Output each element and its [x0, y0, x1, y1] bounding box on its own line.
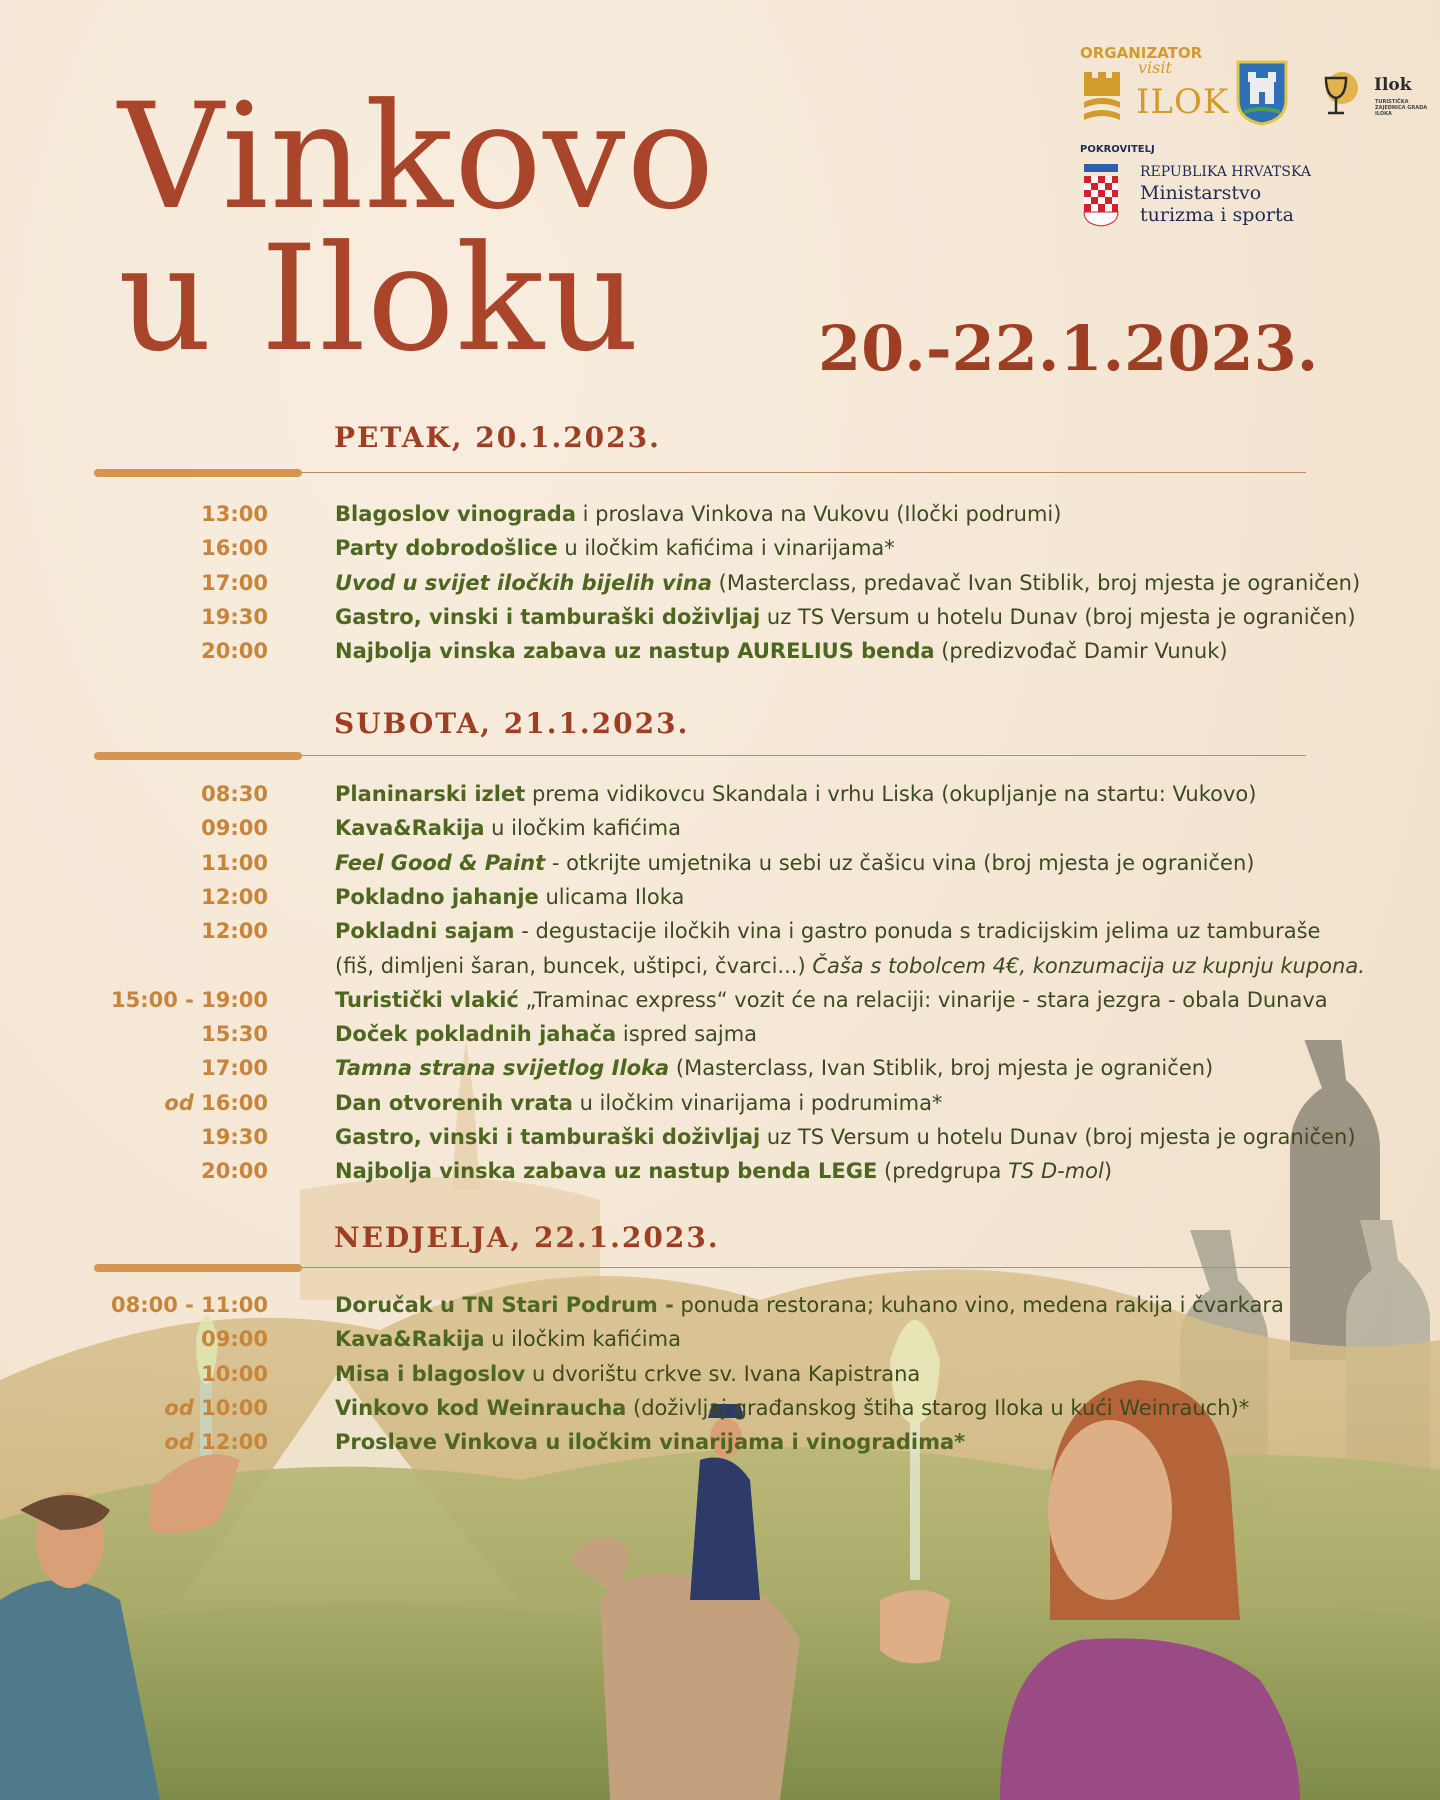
schedule-row	[0, 949, 1440, 983]
event-time	[164, 1391, 268, 1425]
tz-subtitle: TURISTIČKA ZAJEDNICA GRADA ILOKA	[1375, 99, 1428, 117]
time-value: 20:00	[201, 639, 268, 664]
event-text: ulicama Iloka	[538, 884, 685, 909]
schedule-row	[0, 1391, 1440, 1425]
event-text: „Traminac express“ vozit će na relaciji: vinarije - stara jezgra - obala Dunava	[518, 987, 1328, 1012]
event-description	[335, 914, 1320, 948]
day-title: PETAK, 20.1.2023.	[334, 421, 661, 454]
event-text: u iločkim kafićima	[484, 1327, 681, 1352]
event-time	[201, 634, 268, 668]
event-time	[201, 777, 268, 811]
event-time	[201, 1120, 268, 1154]
event-text: (fiš, dimljeni šaran, buncek, uštipci, čvarci...)	[335, 953, 813, 978]
event-time	[111, 1288, 268, 1322]
event-name-italic: Feel Good & Paint	[335, 850, 546, 875]
schedule-row	[0, 1357, 1440, 1391]
ministry-line-2: Ministarstvo	[1140, 182, 1262, 204]
event-name: Misa i blagoslov	[335, 1361, 526, 1386]
time-prefix: od	[164, 1395, 194, 1420]
time-value: 12:00	[201, 919, 268, 944]
tz-wine-glass-icon	[1318, 70, 1360, 118]
time-value: 19:30	[201, 604, 268, 629]
date-range: 20.-22.1.2023.	[818, 312, 1319, 385]
event-text: ponuda restorana; kuhano vino, medena rakija i čvarkara	[673, 1293, 1284, 1317]
event-time	[164, 1425, 268, 1459]
time-value: 16:00	[201, 536, 268, 561]
time-value: 10:00	[201, 1361, 268, 1386]
schedule-row	[0, 846, 1440, 880]
event-name: Dan otvorenih vrata	[335, 1090, 573, 1115]
event-description	[335, 566, 1360, 600]
event-name-italic: Uvod u svijet iločkih bijelih vina	[335, 570, 712, 595]
event-time	[201, 497, 268, 531]
event-name: Turistički vlakić	[335, 987, 519, 1012]
event-description	[335, 1120, 1356, 1154]
event-time	[111, 983, 268, 1017]
time-value: 17:00	[201, 570, 268, 595]
event-text: (Masterclass, predavač Ivan Stiblik, broj mjesta je ograničen)	[712, 570, 1361, 595]
event-name: Planinarski izlet	[335, 782, 526, 806]
event-text: - otkrijte umjetnika u sebi uz čašicu vina (broj mjesta je ograničen)	[545, 850, 1255, 875]
event-description	[335, 1086, 942, 1120]
time-value: 08:00 - 11:00	[110, 1293, 268, 1317]
event-time	[201, 880, 268, 914]
schedule-row	[0, 1425, 1440, 1459]
time-value: 17:00	[201, 1056, 268, 1081]
ilok-coat-of-arms-icon	[1236, 60, 1288, 126]
time-value: 12:00	[193, 1430, 268, 1455]
event-time	[164, 1086, 268, 1120]
event-description	[335, 531, 895, 565]
event-name: Kava&Rakija	[335, 1327, 485, 1352]
event-description	[335, 1017, 757, 1051]
event-title-line-1: Vinkovo	[118, 72, 716, 242]
event-description	[335, 1288, 1284, 1322]
event-description	[335, 634, 1228, 668]
event-description	[335, 1322, 681, 1356]
event-name: Najbolja vinska zabava uz nastup AURELIUS benda	[335, 639, 935, 664]
event-description	[335, 1357, 920, 1391]
event-text: i proslava Vinkova na Vukovu (Iločki podrumi)	[576, 502, 1062, 526]
time-value: 19:30	[201, 1125, 268, 1149]
event-title-line-2: u Iloku	[118, 214, 641, 384]
event-name: Pokladno jahanje	[335, 884, 539, 909]
schedule-row	[0, 1322, 1440, 1356]
event-time	[201, 1322, 268, 1356]
schedule-row	[0, 914, 1440, 948]
event-name: Gastro, vinski i tamburaški doživljaj	[335, 1125, 761, 1149]
event-description	[335, 811, 681, 845]
schedule-row	[0, 600, 1440, 634]
event-name: Doček pokladnih jahača	[335, 1022, 617, 1047]
event-text: prema vidikovcu Skandala i vrhu Liska (okupljanje na startu: Vukovo)	[525, 782, 1257, 806]
event-description-continued	[335, 949, 1365, 983]
ministry-line-3: turizma i sporta	[1140, 204, 1294, 226]
event-text: (doživljaj građanskog štiha starog Iloka u kući Weinrauch)*	[626, 1395, 1250, 1420]
time-value: 09:00	[201, 1327, 268, 1352]
event-name: Doručak u TN Stari Podrum -	[335, 1293, 674, 1317]
event-text: ispred sajma	[616, 1022, 758, 1047]
schedule-row	[0, 811, 1440, 845]
day-title: SUBOTA, 21.1.2023.	[334, 707, 690, 740]
schedule-row	[0, 1086, 1440, 1120]
time-value: 10:00	[193, 1395, 268, 1420]
time-prefix: od	[164, 1430, 194, 1455]
schedule-row	[0, 531, 1440, 565]
event-text: uz TS Versum u hotelu Dunav (broj mjesta je ograničen)	[760, 1125, 1356, 1149]
event-description	[335, 1391, 1249, 1425]
section-divider-accent	[94, 1264, 302, 1272]
event-name: Pokladni sajam	[335, 919, 515, 944]
schedule-row	[0, 497, 1440, 531]
event-name: Proslave Vinkova u iločkim vinarijama i vinogradima*	[335, 1430, 966, 1455]
event-name-italic: Tamna strana svijetlog Iloka	[335, 1056, 670, 1081]
event-name: Najbolja vinska zabava uz nastup benda LEGE	[335, 1159, 878, 1184]
event-time	[201, 1051, 268, 1085]
time-value: 09:00	[201, 816, 268, 841]
day-title: NEDJELJA, 22.1.2023.	[334, 1221, 720, 1254]
event-description	[335, 497, 1061, 531]
event-description	[335, 600, 1356, 634]
schedule-row	[0, 1017, 1440, 1051]
event-note: Čaša s tobolcem 4€, konzumacija uz kupnju kupona.	[812, 953, 1365, 978]
event-description	[335, 846, 1254, 880]
event-time	[201, 846, 268, 880]
event-time	[201, 811, 268, 845]
event-description	[335, 777, 1256, 811]
event-description	[335, 880, 684, 914]
event-text: - degustacije iločkih vina i gastro ponuda s tradicijskim jelima uz tamburaše	[514, 919, 1321, 944]
event-name: Gastro, vinski i tamburaški doživljaj	[335, 604, 761, 629]
event-text: u iločkim kafićima i vinarijama*	[557, 536, 895, 561]
time-value: 11:00	[201, 850, 268, 875]
section-divider-accent	[94, 752, 302, 760]
time-value: 15:00 - 19:00	[110, 987, 268, 1012]
time-value: 12:00	[201, 884, 268, 909]
schedule-row	[0, 1154, 1440, 1188]
event-name: Vinkovo kod Weinraucha	[335, 1395, 627, 1420]
event-time	[201, 1017, 268, 1051]
organizer-label: ORGANIZATOR	[1080, 44, 1203, 62]
time-value: 16:00	[193, 1090, 268, 1115]
event-time	[201, 566, 268, 600]
sponsor-label: POKROVITELJ	[1080, 144, 1155, 155]
ministry-line-1: REPUBLIKA HRVATSKA	[1140, 164, 1311, 180]
event-text-italic: TS D-mol	[1008, 1159, 1104, 1184]
time-value: 08:30	[201, 782, 268, 806]
ilok-word: ILOK	[1136, 82, 1230, 122]
event-name: Kava&Rakija	[335, 816, 485, 841]
event-time	[201, 600, 268, 634]
event-text: uz TS Versum u hotelu Dunav (broj mjesta je ograničen)	[760, 604, 1356, 629]
event-name	[335, 571, 712, 595]
event-text: u dvorištu crkve sv. Ivana Kapistrana	[525, 1361, 921, 1386]
event-description	[335, 1154, 1112, 1188]
visit-word: visit	[1138, 58, 1172, 77]
croatian-coat-of-arms-icon	[1082, 162, 1120, 228]
schedule-row	[0, 1051, 1440, 1085]
event-time	[201, 1357, 268, 1391]
time-prefix: od	[164, 1090, 194, 1115]
event-text: u iločkim vinarijama i podrumima*	[572, 1090, 943, 1115]
event-text: u iločkim kafićima	[484, 816, 681, 841]
event-name	[335, 851, 545, 875]
time-value: 15:30	[201, 1022, 268, 1047]
event-time	[201, 531, 268, 565]
event-name: Party dobrodošlice	[335, 536, 558, 561]
schedule-row	[0, 983, 1440, 1017]
section-divider-accent	[94, 469, 302, 477]
time-value: 20:00	[201, 1159, 268, 1184]
event-time	[201, 1154, 268, 1188]
event-name	[335, 1056, 669, 1080]
tz-name: Ilok	[1374, 75, 1412, 95]
event-description	[335, 1051, 1213, 1085]
schedule-row	[0, 634, 1440, 668]
event-text: )	[1103, 1159, 1113, 1184]
schedule-row	[0, 1120, 1440, 1154]
event-text: (predizvođač Damir Vunuk)	[934, 639, 1228, 664]
schedule-row	[0, 777, 1440, 811]
event-description	[335, 1425, 965, 1459]
event-text: (predgrupa	[877, 1159, 1009, 1184]
event-time	[201, 914, 268, 948]
schedule-row	[0, 880, 1440, 914]
event-text: (Masterclass, Ivan Stiblik, broj mjesta je ograničen)	[669, 1056, 1214, 1081]
event-name: Blagoslov vinograda	[335, 502, 576, 526]
event-description	[335, 983, 1328, 1017]
schedule-row	[0, 1288, 1440, 1322]
schedule-row	[0, 566, 1440, 600]
time-value: 13:00	[201, 502, 268, 526]
